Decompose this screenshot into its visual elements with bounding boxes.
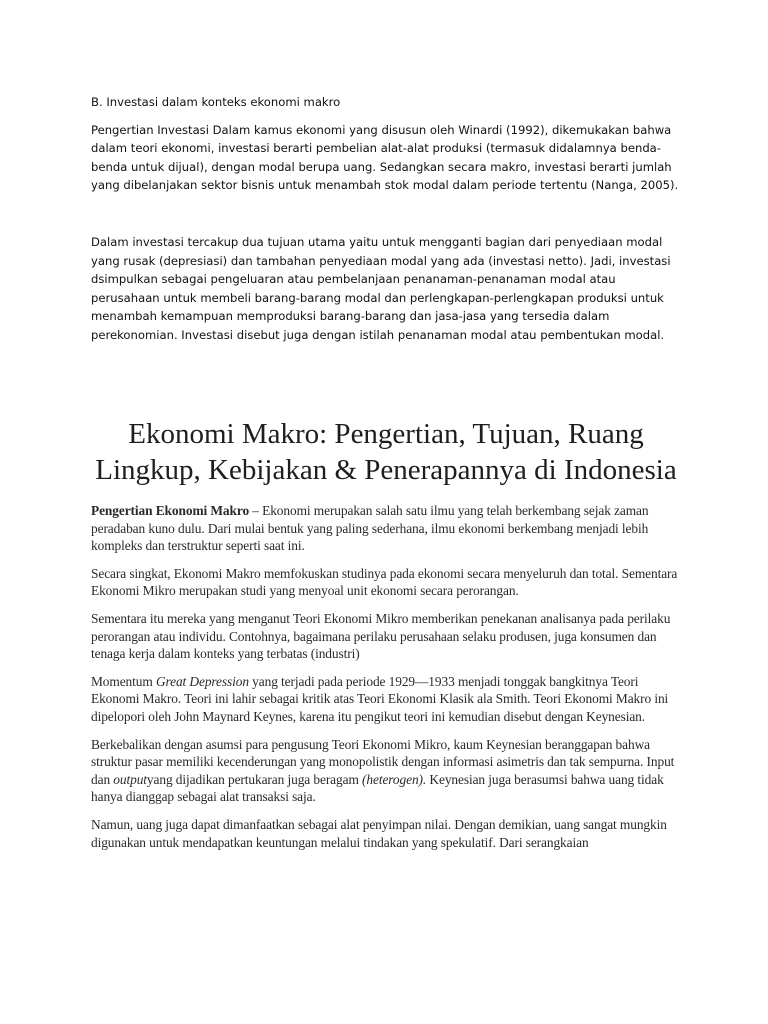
paragraph-text: Berkebalikan dengan asumsi para pengusung Teori Ekonomi Mikro, kaum Keynesian beranggapan bahwa struktur pasar memiliki kecenderungan yang monopolistik dengan informasi asimetris dan tak sempurna. Input dan — [91, 736, 675, 787]
paragraph-text: Momentum — [91, 673, 156, 689]
article-paragraph-3: Sementara itu mereka yang menganut Teori Ekonomi Mikro memberikan penekanan analisanya pada perilaku perorangan atau individu. Contohnya, bagaimana perilaku perusahaan selaku produsen, juga konsumen dan tenaga kerja dalam konteks yang terbatas (industri) — [91, 610, 671, 662]
italic-term: (heterogen). — [362, 771, 427, 787]
article-title: Ekonomi Makro: Pengertian, Tujuan, Ruang Lingkup, Kebijakan & Penerapannya di Indonesia — [95, 418, 677, 486]
article-paragraph-5 — [91, 736, 681, 806]
section-heading: B. Investasi dalam konteks ekonomi makro — [91, 95, 341, 109]
italic-term: output — [113, 771, 147, 787]
italic-term: Great Depression — [155, 673, 249, 689]
investasi-section — [91, 93, 681, 345]
paragraph-text: Keynesian juga berasumsi bahwa uang tidak hanya dianggap sebagai alat transaksi saja. — [91, 771, 664, 805]
article-paragraph-2: Secara singkat, Ekonomi Makro memfokuskan studinya pada ekonomi secara menyeluruh dan total. Sementara Ekonomi Mikro merupakan studi yang menyoal unit ekonomi secara perorangan. — [91, 565, 678, 599]
bold-term: Pengertian Ekonomi Makro — [91, 503, 250, 518]
paragraph-text: – Ekonomi merupakan salah satu ilmu yang telah berkembang sejak zaman peradaban kuno dulu. Dari mulai bentuk yang paling sederhana, ilmu ekonomi berkembang menjadi lebih kompleks dan terstruktur seperti saat ini. — [91, 503, 649, 554]
article-paragraph-4 — [91, 673, 681, 726]
article-paragraph-6: Namun, uang juga dapat dimanfaatkan sebagai alat penyimpan nilai. Dengan demikian, uang sangat mungkin digunakan untuk mendapatkan keuntungan melalui tindakan yang spekulatif. Dari serangkaian — [91, 816, 667, 850]
investasi-paragraph-1: Pengertian Investasi Dalam kamus ekonomi yang disusun oleh Winardi (1992), dikemukakan bahwa dalam teori ekonomi, investasi berarti pembelian alat-alat produksi (termasuk didalamnya benda-benda untuk dijual), dengan modal berupa uang. Sedangkan secara makro, investasi berarti jumlah yang dibelanjakan sektor bisnis untuk menambah stok modal dalam periode tertentu (Nanga, 2005). — [91, 122, 679, 193]
article-section — [91, 416, 681, 861]
article-paragraph-1 — [91, 502, 681, 555]
paragraph-text: yang dijadikan pertukaran juga beragam — [146, 771, 363, 787]
paragraph-text: yang terjadi pada periode 1929—1933 menjadi tonggak bangkitnya Teori Ekonomi Makro. Teori ini lahir sebagai kritik atas Teori Ekonomi Klasik ala Smith. Teori Ekonomi Makro ini dipelopori oleh John Maynard Keynes, karena itu pengikut teori ini kemudian disebut dengan Keynesian. — [91, 673, 669, 724]
investasi-paragraph-2: Dalam investasi tercakup dua tujuan utama yaitu untuk mengganti bagian dari penyediaan modal yang rusak (depresiasi) dan tambahan penyediaan modal yang ada (investasi netto). Jadi, investasi dsimpulkan sebagai pengeluaran atau pembelanjaan penanaman-penanaman modal atau perusahaan untuk membeli barang-barang modal dan perlengkapan-perlengkapan produksi untuk menambah kemampuan memproduksi barang-barang dan jasa-jasa yang tersedia dalam perekonomian. Investasi disebut juga dengan istilah penanaman modal atau pembentukan modal. — [91, 234, 671, 342]
